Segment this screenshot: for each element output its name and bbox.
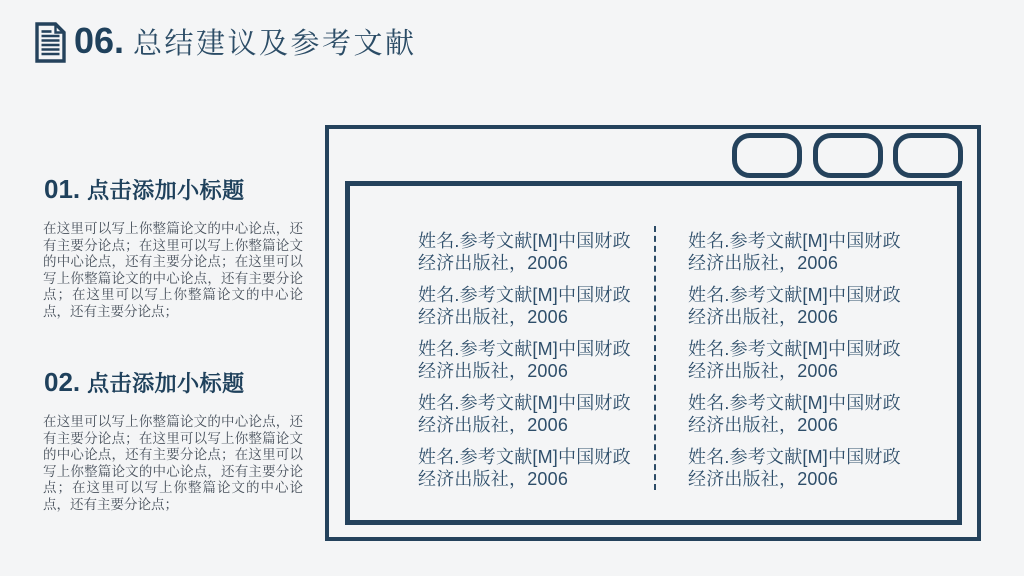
browser-frame: [325, 125, 981, 541]
page-title-number: 06.: [74, 20, 125, 61]
reference-entry: 姓名.参考文献[M]中国财政经济出版社，2006: [688, 339, 901, 381]
slide-header: [34, 21, 417, 63]
window-button-3: [893, 133, 963, 178]
reference-entry: 姓名.参考文献[M]中国财政经济出版社，2006: [418, 447, 631, 489]
section-02-heading: [44, 367, 245, 398]
reference-entry: 姓名.参考文献[M]中国财政经济出版社，2006: [688, 231, 901, 273]
references-column-right: [688, 230, 908, 500]
reference-entry: 姓名.参考文献[M]中国财政经济出版社，2006: [688, 447, 901, 489]
section-01-number: 01.: [44, 174, 81, 204]
reference-entry: 姓名.参考文献[M]中国财政经济出版社，2006: [418, 339, 631, 381]
section-01-body: 在这里可以写上你整篇论文的中心论点，还有主要分论点；在这里可以写上你整篇论文的中心论点，还有主要分论点；在这里可以写上你整篇论文的中心论点，还有主要分论点；在这里可以写上你整篇论文的中心论点，还有主要分论点；: [43, 221, 303, 319]
page-title: [74, 21, 417, 63]
window-button-2: [813, 133, 883, 178]
reference-entry: 姓名.参考文献[M]中国财政经济出版社，2006: [688, 285, 901, 327]
section-01-title: 点击添加小标题: [87, 178, 245, 203]
reference-entry: 姓名.参考文献[M]中国财政经济出版社，2006: [418, 285, 631, 327]
section-02-body: 在这里可以写上你整篇论文的中心论点，还有主要分论点；在这里可以写上你整篇论文的中心论点，还有主要分论点；在这里可以写上你整篇论文的中心论点，还有主要分论点；在这里可以写上你整篇论文的中心论点，还有主要分论点；: [43, 414, 303, 512]
references-box: [345, 181, 962, 525]
references-column-left: [418, 230, 638, 500]
page-title-text: 总结建议及参考文献: [133, 28, 417, 60]
document-icon: [34, 22, 67, 63]
reference-entry: 姓名.参考文献[M]中国财政经济出版社，2006: [418, 393, 631, 435]
section-02-title: 点击添加小标题: [87, 371, 245, 396]
section-01-heading: [44, 174, 245, 205]
reference-entry: 姓名.参考文献[M]中国财政经济出版社，2006: [688, 393, 901, 435]
reference-entry: 姓名.参考文献[M]中国财政经济出版社，2006: [418, 231, 631, 273]
section-02-number: 02.: [44, 367, 81, 397]
column-divider: [654, 226, 656, 490]
window-button-1: [732, 133, 802, 178]
